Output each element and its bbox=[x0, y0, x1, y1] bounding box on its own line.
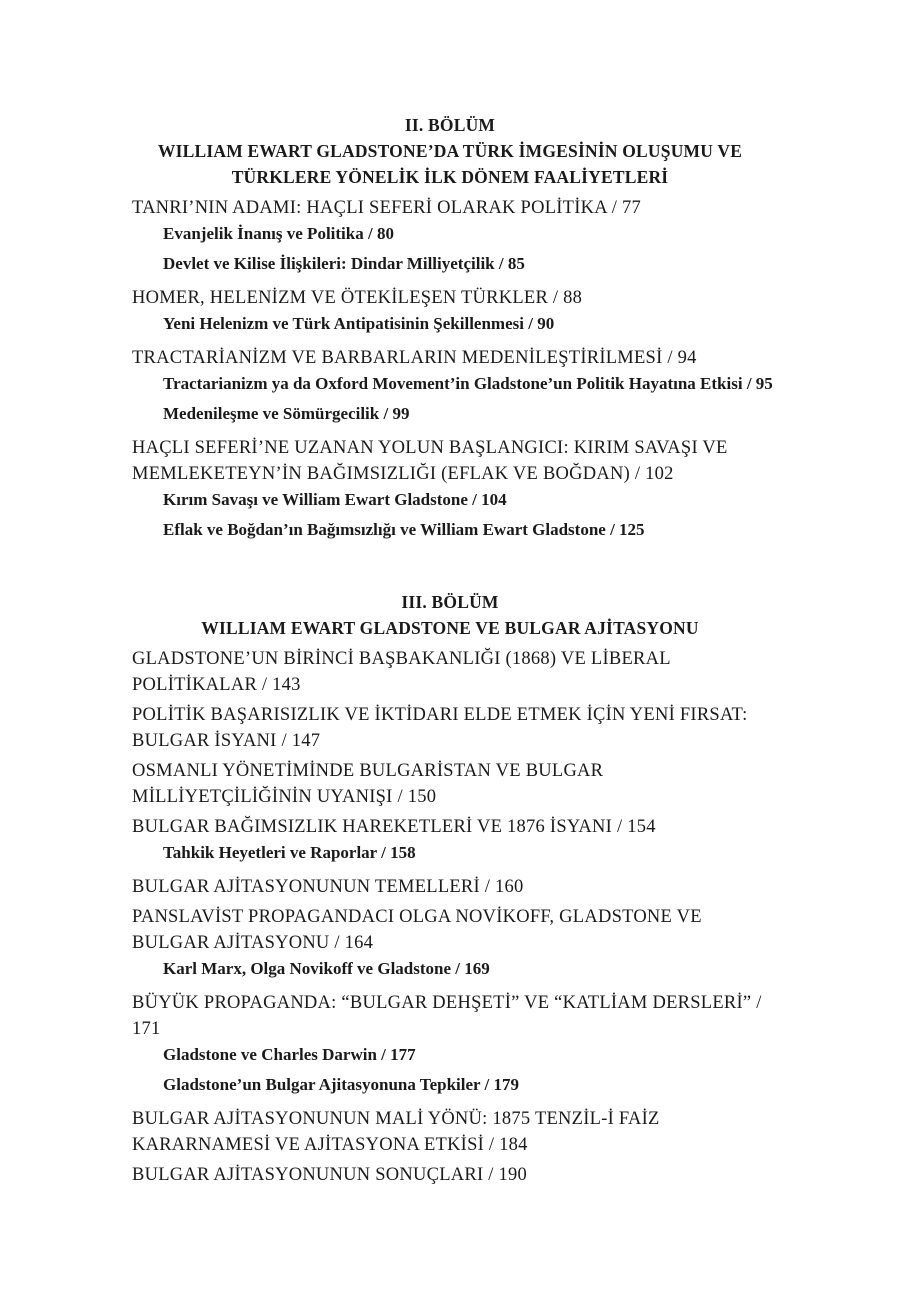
toc-chapter-entry[interactable]: BULGAR AJİTASYONUNUN TEMELLERİ / 160 bbox=[132, 877, 524, 897]
toc-chapter-entry[interactable]: TANRI’NIN ADAMI: HAÇLI SEFERİ OLARAK POLİTİKA / 77 bbox=[132, 198, 641, 218]
toc-subsection-entry[interactable]: Devlet ve Kilise İlişkileri: Dindar Milliyetçilik / 85 bbox=[163, 254, 525, 273]
toc-chapter-entry[interactable]: OSMANLI YÖNETİMİNDE BULGARİSTAN VE BULGAR MİLLİYETÇİLİĞİNİN UYANIŞI / 150 bbox=[132, 761, 604, 807]
toc-subsection-entry[interactable]: Gladstone ve Charles Darwin / 177 bbox=[163, 1045, 416, 1064]
toc-chapter-entry[interactable]: BULGAR BAĞIMSIZLIK HAREKETLERİ VE 1876 İSYANI / 154 bbox=[132, 817, 656, 837]
toc-chapter-entry[interactable]: PANSLAVİST PROPAGANDACI OLGA NOVİKOFF, GLADSTONE VE BULGAR AJİTASYONU / 164 bbox=[132, 907, 702, 953]
toc-chapter-entry[interactable]: GLADSTONE’UN BİRİNCİ BAŞBAKANLIĞI (1868) VE LİBERAL POLİTİKALAR / 143 bbox=[132, 649, 671, 695]
toc-chapter-entry[interactable]: HAÇLI SEFERİ’NE UZANAN YOLUN BAŞLANGICI: KIRIM SAVAŞI VE MEMLEKETEYN’İN BAĞIMSIZLIĞI (EFLAK VE BOĞDAN) / 102 bbox=[132, 438, 728, 484]
toc-subsection-entry[interactable]: Karl Marx, Olga Novikoff ve Gladstone / 169 bbox=[163, 959, 490, 978]
toc-chapter-entry[interactable]: BÜYÜK PROPAGANDA: “BULGAR DEHŞETİ” VE “KATLİAM DERSLERİ” / 171 bbox=[132, 993, 762, 1039]
toc-entries bbox=[0, 646, 900, 1188]
section-label: III. BÖLÜM bbox=[401, 592, 499, 612]
toc-chapter-entry[interactable]: BULGAR AJİTASYONUNUN MALİ YÖNÜ: 1875 TENZİL-İ FAİZ KARARNAMESİ VE AJİTASYONA ETKİSİ / 184 bbox=[132, 1109, 660, 1155]
toc-chapter-entry[interactable]: POLİTİK BAŞARISIZLIK VE İKTİDARI ELDE ETMEK İÇİN YENİ FIRSAT: BULGAR İSYANI / 147 bbox=[132, 705, 748, 751]
section-title-line: WILLIAM EWART GLADSTONE VE BULGAR AJİTASYONU bbox=[201, 618, 699, 638]
section-heading bbox=[0, 589, 900, 641]
section-2 bbox=[0, 112, 900, 543]
toc-subsection-entry[interactable]: Evanjelik İnanış ve Politika / 80 bbox=[163, 224, 394, 243]
toc-subsection-entry[interactable]: Tahkik Heyetleri ve Raporlar / 158 bbox=[163, 843, 416, 862]
section-3 bbox=[0, 589, 900, 1188]
toc-chapter-entry[interactable]: TRACTARİANİZM VE BARBARLARIN MEDENİLEŞTİRİLMESİ / 94 bbox=[132, 348, 697, 368]
section-label: II. BÖLÜM bbox=[404, 115, 496, 135]
section-heading bbox=[0, 112, 900, 190]
toc-subsection-entry[interactable]: Yeni Helenizm ve Türk Antipatisinin Şekillenmesi / 90 bbox=[163, 314, 555, 333]
toc-subsection-entry[interactable]: Eflak ve Boğdan’ın Bağımsızlığı ve William Ewart Gladstone / 125 bbox=[163, 520, 645, 539]
section-title-line: WILLIAM EWART GLADSTONE’DA TÜRK İMGESİNİN OLUŞUMU VE bbox=[157, 141, 743, 161]
toc-subsection-entry[interactable]: Gladstone’un Bulgar Ajitasyonuna Tepkiler / 179 bbox=[163, 1075, 519, 1094]
toc-chapter-entry[interactable]: BULGAR AJİTASYONUNUN SONUÇLARI / 190 bbox=[132, 1165, 528, 1185]
toc-chapter-entry[interactable]: HOMER, HELENİZM VE ÖTEKİLEŞEN TÜRKLER / 88 bbox=[132, 288, 583, 308]
toc-entries bbox=[0, 195, 900, 543]
toc-subsection-entry[interactable]: Tractarianizm ya da Oxford Movement’in Gladstone’un Politik Hayatına Etkisi / 95 bbox=[163, 374, 773, 393]
toc-subsection-entry[interactable]: Medenileşme ve Sömürgecilik / 99 bbox=[163, 404, 410, 423]
section-title-line: TÜRKLERE YÖNELİK İLK DÖNEM FAALİYETLERİ bbox=[231, 167, 669, 187]
toc-subsection-entry[interactable]: Kırım Savaşı ve William Ewart Gladstone / 104 bbox=[163, 490, 507, 509]
